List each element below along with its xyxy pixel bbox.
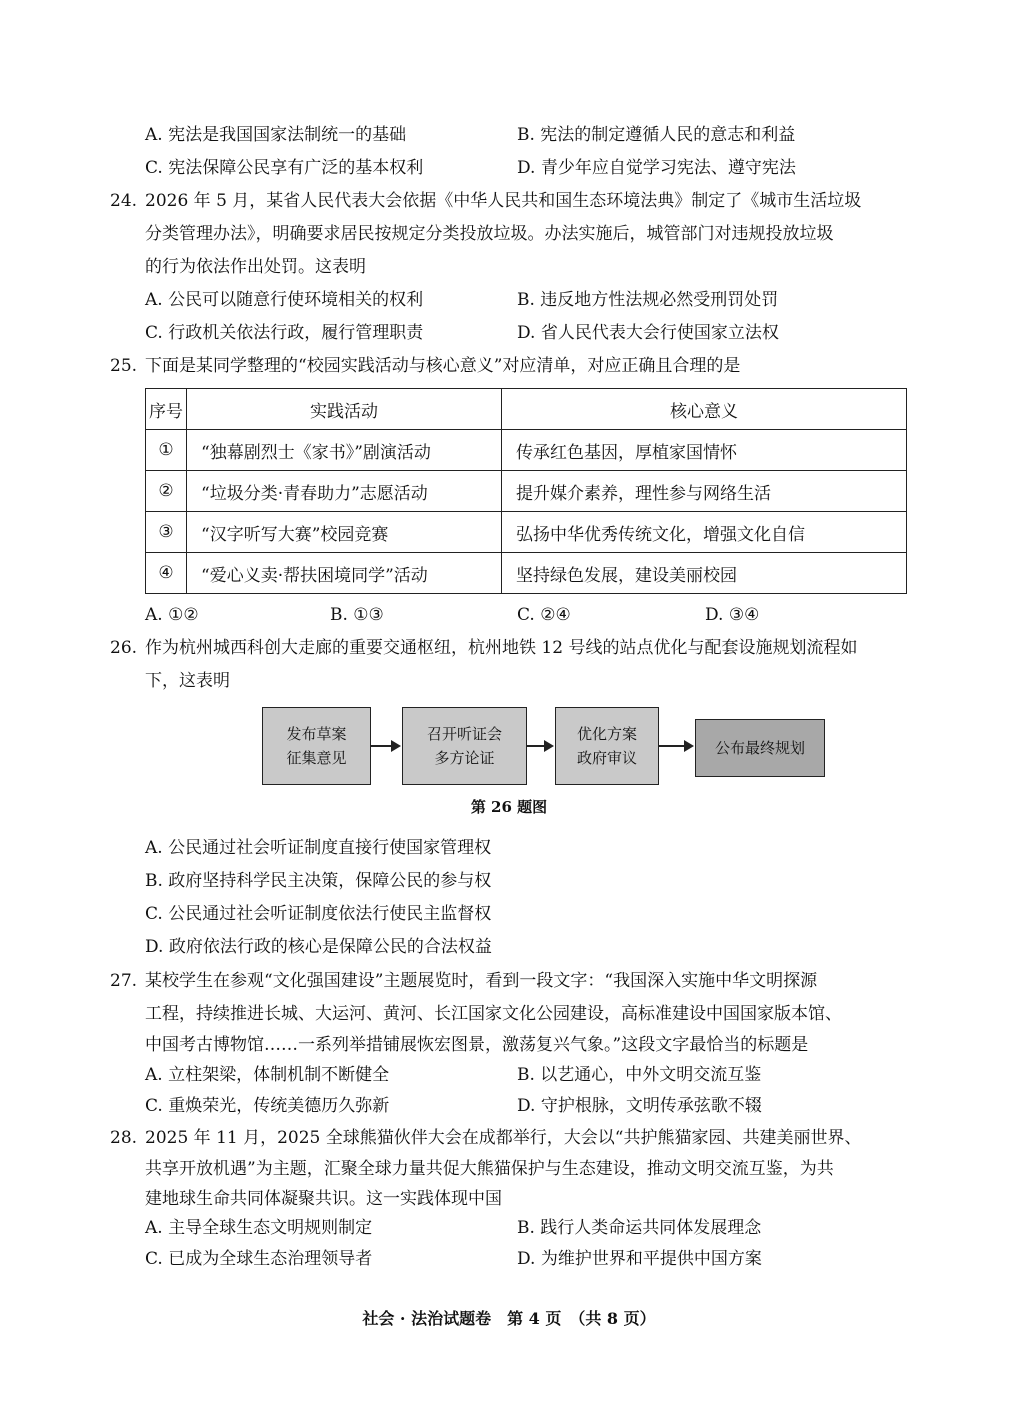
table-header-cell: 核心意义 [502,389,907,430]
flow-step-line: 公布最终规划 [714,739,805,757]
q27-number: 27. [110,971,138,991]
table-row [146,553,907,594]
flow-step-publish-draft [262,707,371,785]
q24-text-line: 分类管理办法》，明确要求居民按规定分类投放垃圾。办法实施后，城管部门对违规投放垃圾 [145,224,834,244]
table-cell: 提升媒介素养，理性参与网络生活 [502,471,907,512]
q23-option-a: A. 宪法是我国国家法制统一的基础 [145,125,407,145]
q28-option-c: C. 已成为全球生态治理领导者 [145,1249,373,1269]
flow-step-optimize [555,707,659,785]
table-row [146,471,907,512]
flow-step-line: 召开听证会 [426,725,502,743]
table-header-row [146,389,907,430]
q28-text-line: 建地球生命共同体凝聚共识。这一实践体现中国 [145,1189,502,1209]
q27-text-line: 工程，持续推进长城、大运河、黄河、长江国家文化公园建设，高标准建设中国国家版本馆、 [145,1004,842,1024]
q27-option-c: C. 重焕荣光，传统美德历久弥新 [145,1096,390,1116]
q26-option-c: C. 公民通过社会听证制度依法行使民主监督权 [145,904,492,924]
q24-option-a: A. 公民可以随意行使环境相关的权利 [145,290,424,310]
figure-caption: 第 26 题图 [470,798,548,816]
q26-number: 26. [110,638,138,658]
table-cell: ③ [146,512,187,553]
q25-option-c: C. ②④ [517,605,571,625]
flow-step-line: 优化方案 [576,725,637,743]
q24-option-c: C. 行政机关依法行政，履行管理职责 [145,323,424,343]
q25-option-d: D. ③④ [705,605,760,625]
flow-arrow-icon [371,745,399,747]
page-footer: 社会 · 法治试题卷 第 4 页 （共 8 页） [362,1309,656,1328]
table-cell: “爱心义卖·帮扶困境同学”活动 [187,553,502,594]
flow-arrow-icon [659,745,692,747]
table-cell: “垃圾分类·青春助力”志愿活动 [187,471,502,512]
table-cell: 传承红色基因，厚植家国情怀 [502,430,907,471]
table-cell: ① [146,430,187,471]
table-header-cell: 序号 [146,389,187,430]
q28-option-a: A. 主导全球生态文明规则制定 [145,1218,373,1238]
q25-text: 下面是某同学整理的“校园实践活动与核心意义”对应清单，对应正确且合理的是 [145,356,741,376]
table-cell: ② [146,471,187,512]
q26-option-d: D. 政府依法行政的核心是保障公民的合法权益 [145,937,492,957]
flow-step-line: 发布草案 [286,725,347,743]
q26-option-a: A. 公民通过社会听证制度直接行使国家管理权 [145,838,492,858]
q24-text-line: 2026 年 5 月，某省人民代表大会依据《中华人民共和国生态环境法典》制定了《城市生活垃圾 [145,191,862,211]
q25-number: 25. [110,356,138,376]
q27-text-line: 某校学生在参观“文化强国建设”主题展览时，看到一段文字：“我国深入实施中华文明探源 [145,971,818,991]
table-cell: “独幕剧烈士《家书》”剧演活动 [187,430,502,471]
q24-option-d: D. 省人民代表大会行使国家立法权 [517,323,779,343]
q28-text-line: 2025 年 11 月，2025 全球熊猫伙伴大会在成都举行，大会以“共护熊猫家园、共建美丽世界、 [145,1128,862,1148]
q25-option-a: A. ①② [145,605,199,625]
table-header-cell: 实践活动 [187,389,502,430]
q28-text-line: 共享开放机遇”为主题，汇聚全球力量共促大熊猫保护与生态建设，推动文明交流互鉴，为共 [145,1159,834,1179]
flow-step-line: 征集意见 [286,749,347,767]
q27-text-line: 中国考古博物馆……一系列举措铺展恢宏图景，激荡复兴气象。”这段文字最恰当的标题是 [145,1035,809,1055]
activity-table [145,388,907,594]
table-row [146,512,907,553]
flow-step-final-plan [695,719,825,777]
q24-option-b: B. 违反地方性法规必然受刑罚处罚 [517,290,779,310]
q28-option-b: B. 践行人类命运共同体发展理念 [517,1218,762,1238]
q25-option-b: B. ①③ [330,605,384,625]
table-cell: “汉字听写大赛”校园竞赛 [187,512,502,553]
q28-option-d: D. 为维护世界和平提供中国方案 [517,1249,762,1269]
q26-text-line: 下，这表明 [145,671,230,691]
flow-step-hearing [402,707,527,785]
q24-number: 24. [110,191,138,211]
q27-option-a: A. 立柱架梁，体制机制不断健全 [145,1065,390,1085]
flow-step-line: 多方论证 [434,749,495,767]
q27-option-b: B. 以艺通心，中外文明交流互鉴 [517,1065,762,1085]
q23-option-b: B. 宪法的制定遵循人民的意志和利益 [517,125,796,145]
table-cell: 弘扬中华优秀传统文化，增强文化自信 [502,512,907,553]
q26-option-b: B. 政府坚持科学民主决策，保障公民的参与权 [145,871,492,891]
q27-option-d: D. 守护根脉，文明传承弦歌不辍 [517,1096,762,1116]
q23-option-c: C. 宪法保障公民享有广泛的基本权利 [145,158,424,178]
flow-arrow-icon [527,745,552,747]
q23-option-d: D. 青少年应自觉学习宪法、遵守宪法 [517,158,796,178]
q24-text-line: 的行为依法作出处罚。这表明 [145,257,366,277]
table-row [146,430,907,471]
q28-number: 28. [110,1128,138,1148]
table-cell: ④ [146,553,187,594]
q26-text-line: 作为杭州城西科创大走廊的重要交通枢纽，杭州地铁 12 号线的站点优化与配套设施规划流程如 [145,638,858,658]
table-cell: 坚持绿色发展，建设美丽校园 [502,553,907,594]
flow-step-line: 政府审议 [576,749,637,767]
